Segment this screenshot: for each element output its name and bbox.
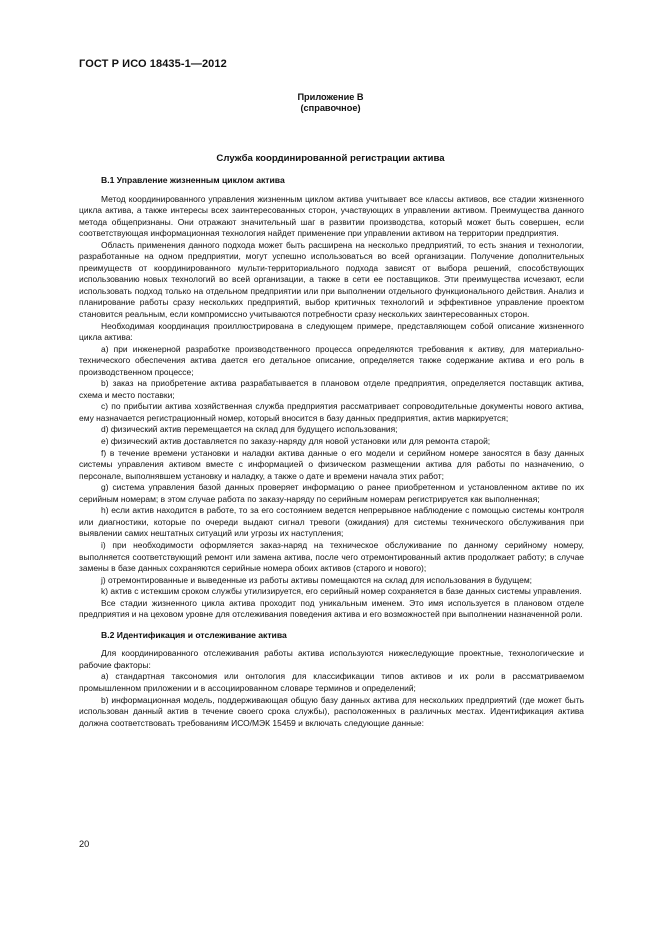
list-item: d) физический актив перемещается на склад для будущего использования; [101,424,398,435]
paragraph: Все стадии жизненного цикла актива проходит под уникальным именем. Это имя используется в плановом отделе предприятия и на цеховом уровне для отслеживания поведения актива и его возможностей при выполнении назначенной роли. [79,597,584,620]
list-item: b) информационная модель, поддерживающая общую базу данных актива для нескольких предприятий (где может быть использован данный актив в течение своего срока службы), расположенных в различных местах. Идентификация актива должна соответствовать требованиям ИСО/МЭК 15459 и включать следующие данные: [79,694,584,728]
list-item: f) в течение времени установки и наладки актива данные о его модели и серийном номере заносятся в базу данных системы управления активом вместе с информацией о физическом размещении актива для работы по назначению, о персонале, выполнявшем установку и наладку, а также о дате и времени начала этих работ; [79,447,584,481]
standard-designation: ГОСТ Р ИСО 18435-1—2012 [79,58,227,70]
annex-main-title: Служба координированной регистрации актива [216,153,445,164]
list-item: а) при инженерной разработке производственного процесса определяются требования к активу, для материально-технического обеспечения актива дается его детальное описание, определяется также содержание актива и его роль в производственном процессе; [79,343,584,377]
list-item: j) отремонтированные и выведенные из работы активы помещаются на склад для использования в будущем; [101,574,532,585]
section-heading: В.2 Идентификация и отслеживание актива [101,629,287,640]
list-item: h) если актив находится в работе, то за его состоянием ведется непрерывное наблюдение с помощью системы контроля или диагностики, которые по очереди выдают сигнал тревоги (ожидания) для системы технического обслуживания при выявлении самих нештатных ситуаций или угрозы их наступления; [79,505,584,539]
list-item: а) стандартная таксономия или онтология для классификации типов активов и их роли в рассматриваемом промышленном приложении и в ассоциированном словаре терминов и определений; [79,671,584,693]
section-heading: В.1 Управление жизненным циклом актива [101,175,285,185]
annex-title: Приложение В [297,92,364,102]
list-item: е) физический актив доставляется по заказу-наряду для новой установки или для ремонта старой; [101,436,491,447]
paragraph: Область применения данного подхода может быть расширена на несколько предприятий, то есть знания и технологии, разработанные на одном предприятии, могут успешно использоваться во всей организации. Получение дополнительных преимуществ от координированного мульти-территориального подхода зависят от выбора решений, способствующих использованию новых технологий во всей организации, а также в сети ее поставщиков. Эти преимущества исчезают, если использовать подход только на отдельном предприятии или при выполнении отдельного функционального действия. Анализ и планирование работы сразу нескольких предприятий, выбор критичных технологий и эффективное управление проектом становится реальным, если компромиссно учитываются потребности сразу нескольких заинтересованных сторон. [79,239,584,320]
document-body [79,175,584,729]
list-item: g) система управления базой данных проверяет информацию о ранее приобретенном и установленном активе по их серийным номерам; в этом случае работа по заказу-наряду по серийным номерам регистрируется как выполненная; [79,482,584,504]
list-item: b) заказ на приобретение актива разрабатывается в плановом отделе предприятия, определяется поставщик актива, схема и место поставки; [79,378,584,400]
paragraph: Метод координированного управления жизненным циклом актива учитывает все классы активов, все стадии жизненного цикла актива, а также интересы всех заинтересованных сторон, участвующих в управлении активом. Преимущества данного метода общепризнаны. Они отражают значительный шаг в развитии производства, который может быть совершен, если соответствующая информационная технология найдет применение при управлении активом на территории предприятия. [79,193,584,239]
list-item: i) при необходимости оформляется заказ-наряд на техническое обслуживание по данному серийному номеру, выполняется соответствующий ремонт или замена актива, после чего отремонтированный актив продолжает работу; в случае замены в базе данных сохраняются серийные номера обоих активов (старого и нового); [79,539,584,574]
annex-kind: (справочное) [300,103,361,113]
paragraph: Необходимая координация проиллюстрирована в следующем примере, представляющем собой описание жизненного цикла актива: [79,320,584,343]
list-item: k) актив с истекшим сроком службы утилизируется, его серийный номер сохраняется в базе данных системы управления. [101,586,582,597]
annex-heading [79,92,582,114]
page-number: 20 [79,839,90,849]
paragraph: Для координированного отслеживания работы актива используются нижеследующие проектные, технологические и рабочие факторы: [79,648,584,670]
list-item: с) по прибытии актива хозяйственная служба предприятия рассматривает сопроводительные документы нового актива, ему назначается регистрационный номер, который вносится в базу данных предприятия, актив маркируется; [79,401,584,423]
